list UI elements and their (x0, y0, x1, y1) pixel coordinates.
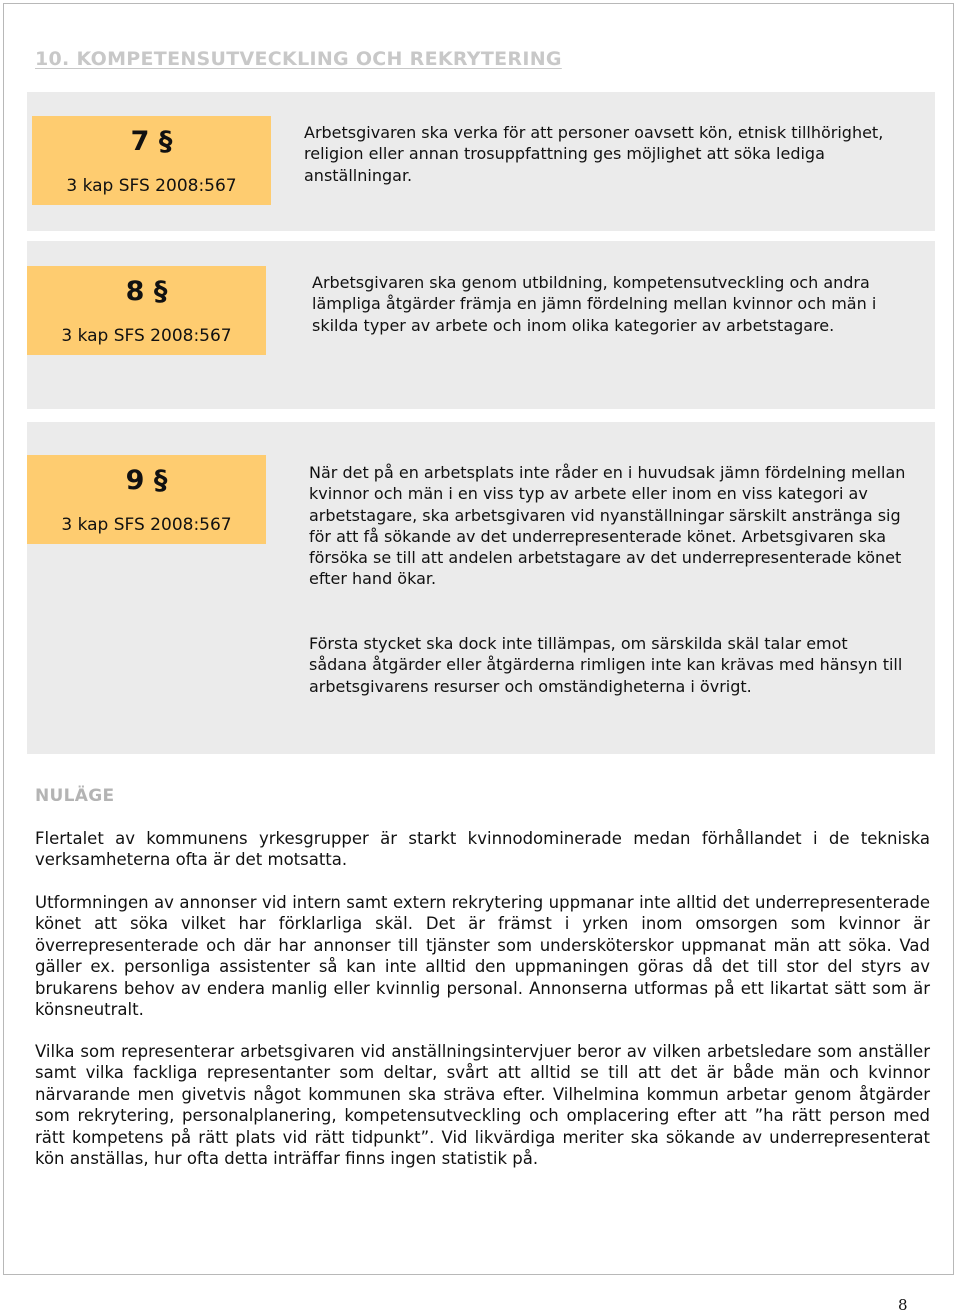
law-reference: 3 kap SFS 2008:567 (66, 176, 237, 196)
law-tag (27, 455, 266, 544)
body-paragraph: Flertalet av kommunens yrkesgrupper är starkt kvinnodominerade medan förhållandet i de tekniska verksamheterna ofta är det motsatta. (35, 829, 930, 870)
law-box-8 (27, 241, 935, 409)
page-number: 8 (898, 1296, 908, 1314)
body-paragraph: Utformningen av annonser vid intern samt extern rekrytering uppmanar inte alltid det underrepresenterade könet att söka vilket har förklarliga skäl. Det är främst i yrken inom omsorgen som kvinnor är överrepresenterade och där har annonser till tjänster som undersköterskor uppmanat män att söka. Vad gäller ex. personliga assistenter så kan inte alltid den uppmaningen göras då det till stor del styrs av brukarens behov av endera manlig eller kvinnlig personal. Annonserna utformas på ett likartat sätt som är könsneutralt. (35, 893, 930, 1020)
law-reference: 3 kap SFS 2008:567 (61, 326, 232, 346)
section-heading: 10. KOMPETENSUTVECKLING OCH REKRYTERING (35, 48, 562, 70)
law-tag (32, 116, 271, 205)
law-text: Arbetsgivaren ska verka för att personer oavsett kön, etnisk tillhörighet, religion eller annan trosuppfattning ges möjlighet att söka lediga anställningar. (304, 123, 884, 185)
law-text: När det på en arbetsplats inte råder en i huvudsak jämn fördelning mellan kvinnor och män i en viss typ av arbete eller inom en viss kategori av arbetstagare, ska arbetsgivaren vid nyanställningar särskilt anstränga sig för att få sökande av det underrepresenterade könet. Arbetsgivaren ska försöka se till att andelen arbetstagare av det underrepresenterade könet efter hand ökar. (309, 463, 906, 589)
body-paragraph: Vilka som representerar arbetsgivaren vid anställningsintervjuer beror av vilken arbetsledare som anställer samt vilka fackliga representanter som deltar, svårt att alltid se till att det är både män och kvinnor närvarande men givetvis något kommunen ska sträva efter. Vilhelmina kommun arbetar genom åtgärder som rekrytering, personalplanering, kompetensutveckling och omplacering efter att ”ha rätt person med rätt kompetens på rätt plats vid rätt tidpunkt”. Vid likvärdiga meriter ska sökande av underrepresenterat kön anställas, hur ofta detta inträffar finns ingen statistik på. (35, 1042, 930, 1169)
law-text-second: Första stycket ska dock inte tillämpas, om särskilda skäl talar emot sådana åtgärder eller åtgärderna rimligen inte kan krävas med hänsyn till arbetsgivarens resurser och omständigheterna i övrigt. (309, 634, 903, 696)
paragraph-number: 7 § (130, 126, 173, 157)
law-box-7 (27, 92, 935, 231)
law-text: Arbetsgivaren ska genom utbildning, kompetensutveckling och andra lämpliga åtgärder främja en jämn fördelning mellan kvinnor och män i skilda typer av arbete och inom olika kategorier av arbetstagare. (312, 273, 877, 335)
paragraph-number: 9 § (125, 465, 168, 496)
law-reference: 3 kap SFS 2008:567 (61, 515, 232, 535)
law-tag (27, 266, 266, 355)
status-heading: NULÄGE (35, 786, 115, 806)
law-box-9 (27, 422, 935, 754)
paragraph-number: 8 § (125, 276, 168, 307)
